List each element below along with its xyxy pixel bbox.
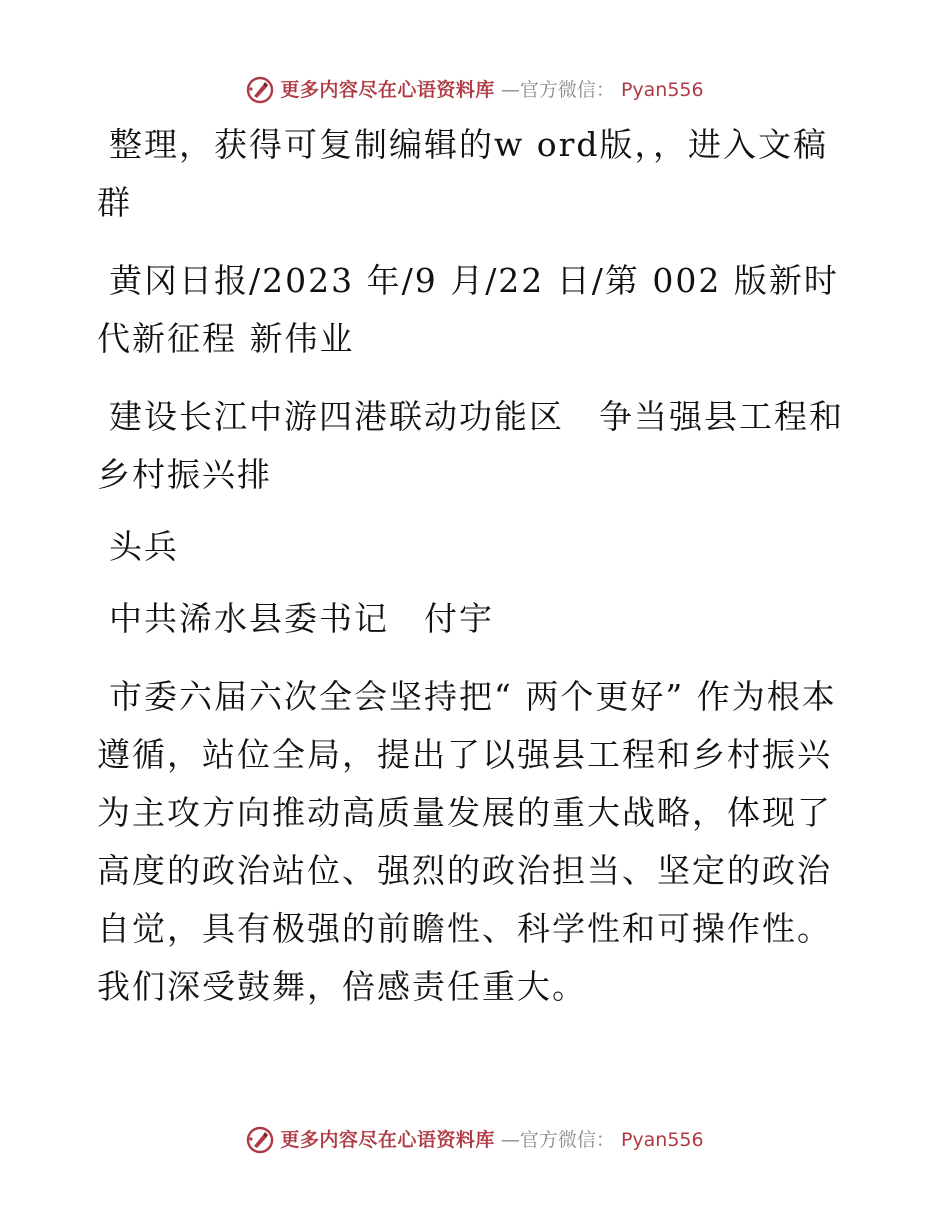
pen-nib-logo-icon [246,76,274,104]
paragraph-intro: 整理，获得可复制编辑的w ord版，，进入文稿群 [97,125,829,222]
article-title-line1: 建设长江中游四港联动功能区 争当强县工程和乡村振兴排 [97,397,844,494]
footer-watermark [0,1126,950,1154]
watermark-site-name: 更多内容尽在心语资料库 [280,79,495,101]
watermark-wechat-label: —官方微信： [500,1129,615,1151]
watermark-wechat-id: Pyan556 [620,79,704,101]
article-title-line2: 头兵 [109,527,179,566]
article-author: 中共浠水县委书记 付宇 [109,599,494,638]
header-watermark [0,76,950,104]
paragraph-source: 黄冈日报/2023 年/9 月/22 日/第 002 版新时代新征程 新伟业 [97,261,839,358]
paragraph-body: 市委六届六次全会坚持把“ 两个更好” 作为根本遵循，站位全局，提出了以强县工程和乡村振兴为主攻方向推动高质量发展的重大战略，体现了高度的政治站位、强烈的政治担当、坚定的政治自觉，具有极强的前瞻性、科学性和可操作性。我们深受鼓舞，倍感责任重大。 [97,677,837,1006]
pen-nib-logo-icon [246,1126,274,1154]
watermark-wechat-label: —官方微信： [500,79,615,101]
watermark-site-name: 更多内容尽在心语资料库 [280,1129,495,1151]
document-body [97,116,857,1036]
watermark-wechat-id: Pyan556 [620,1129,704,1151]
